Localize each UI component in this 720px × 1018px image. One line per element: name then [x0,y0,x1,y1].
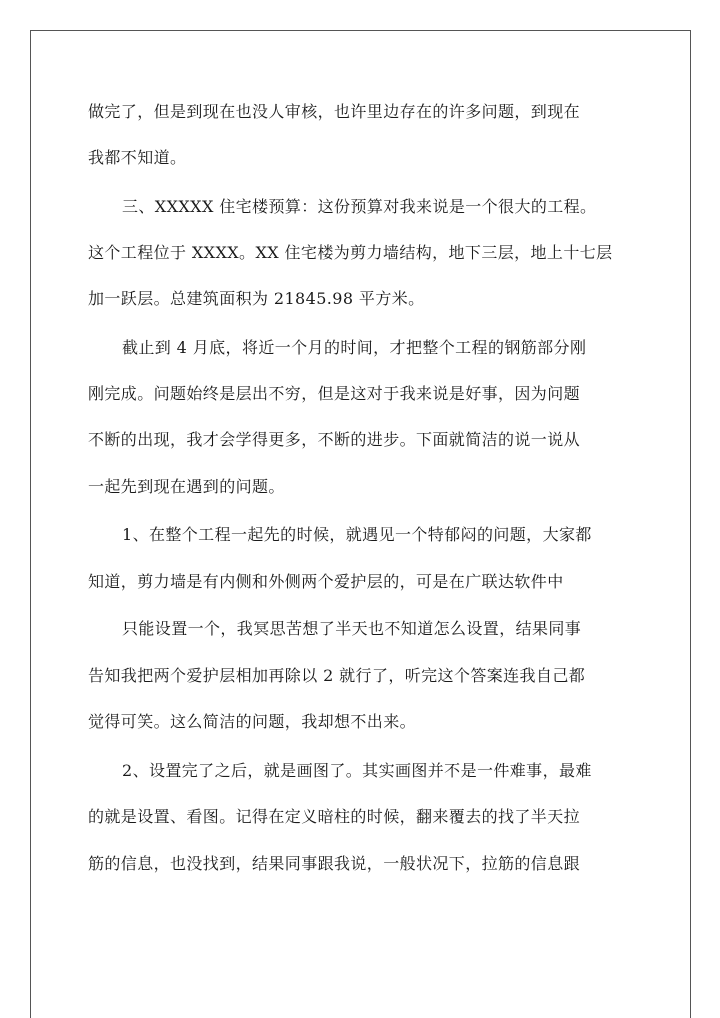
text-line: 刚完成。问题始终是层出不穷，但是这对于我来说是好事，因为问题 [88,384,581,403]
text-line: 知道，剪力墙是有内侧和外侧两个爱护层的，可是在广联达软件中 [88,572,564,591]
text-line: 只能设置一个，我冥思苦想了半天也不知道怎么设置，结果同事 [122,619,582,638]
text-line: 觉得可笑。这么简洁的问题，我却想不出来。 [88,712,417,731]
text-line: 告知我把两个爱护层相加再除以 2 就行了，听完这个答案连我自己都 [88,666,586,685]
text-line: 一起先到现在遇到的问题。 [88,477,285,496]
text-line: 我都不知道。 [88,148,187,167]
text-line: 这个工程位于 XXXX。XX 住宅楼为剪力墙结构，地下三层，地上十七层 [88,243,613,262]
text-line: 加一跃层。总建筑面积为 21845.98 平方米。 [88,289,425,308]
text-line: 筋的信息，也没找到，结果同事跟我说，一般状况下，拉筋的信息跟 [88,854,581,873]
text-line: 做完了，但是到现在也没人审核，也许里边存在的许多问题，到现在 [88,102,581,121]
list-item-1-line: 1、在整个工程一起先的时候，就遇见一个特郁闷的问题，大家都 [122,525,592,544]
section-heading-line: 三、XXXXX 住宅楼预算：这份预算对我来说是一个很大的工程。 [122,197,597,216]
paragraph-start-line: 截止到 4 月底，将近一个月的时间，才把整个工程的钢筋部分刚 [122,338,587,357]
text-line: 不断的出现，我才会学得更多，不断的进步。下面就简洁的说一说从 [88,430,581,449]
text-line: 的就是设置、看图。记得在定义暗柱的时候，翻来覆去的找了半天拉 [88,807,581,826]
list-item-2-line: 2、设置完了之后，就是画图了。其实画图并不是一件难事，最难 [122,761,592,780]
